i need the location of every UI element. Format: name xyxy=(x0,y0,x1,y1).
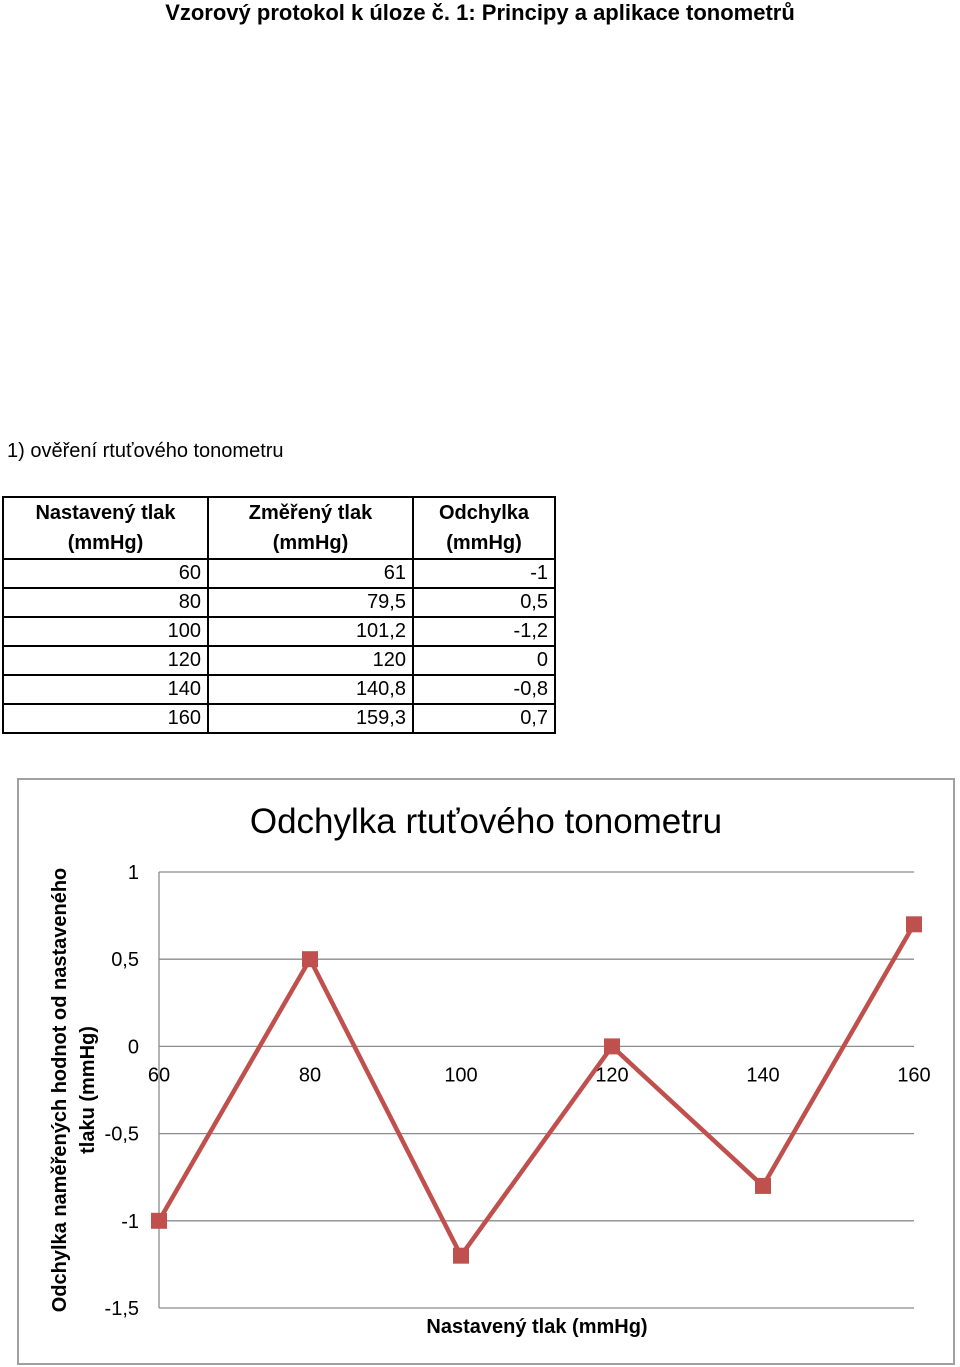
header-deviation: Odchylka (mmHg) xyxy=(413,497,555,559)
series-line xyxy=(159,924,914,1255)
data-point-marker xyxy=(302,951,318,967)
x-axis-label: Nastavený tlak (mmHg) xyxy=(426,1316,648,1338)
table-cell: 160 xyxy=(3,704,208,733)
data-point-marker xyxy=(151,1213,167,1229)
y-tick-label: -1,5 xyxy=(104,1298,139,1320)
data-point-marker xyxy=(906,916,922,932)
data-point-marker xyxy=(453,1248,469,1264)
y-tick-label: -0,5 xyxy=(104,1123,139,1146)
chart-title: Odchylka rtuťového tonometru xyxy=(249,802,723,841)
x-tick-label: 80 xyxy=(298,1064,322,1087)
table-cell: 0,7 xyxy=(413,704,555,733)
data-point-marker xyxy=(755,1178,771,1194)
document-title: Vzorový protokol k úloze č. 1: Principy a aplikace tonometrů xyxy=(165,0,795,25)
data-point-marker xyxy=(604,1038,620,1054)
x-tick-label: 160 xyxy=(897,1064,931,1087)
table-cell: 79,5 xyxy=(208,588,413,617)
table-cell: 100 xyxy=(3,617,208,646)
x-tick-label: 120 xyxy=(595,1064,629,1087)
table-cell: 120 xyxy=(208,646,413,675)
table-cell: 101,2 xyxy=(208,617,413,646)
y-tick-label: -1 xyxy=(121,1210,139,1233)
table-cell: 61 xyxy=(208,559,413,588)
section-heading: 1) ověření rtuťového tonometru xyxy=(7,440,284,462)
table-cell: -1,2 xyxy=(413,617,555,646)
table-cell: 80 xyxy=(3,588,208,617)
table-cell: 140,8 xyxy=(208,675,413,704)
table-cell: 159,3 xyxy=(208,704,413,733)
table-cell: 0,5 xyxy=(413,588,555,617)
table-cell: 140 xyxy=(3,675,208,704)
y-axis-label-continued: tlaku (mmHg) xyxy=(77,1026,99,1154)
table-cell: -1 xyxy=(413,559,555,588)
table-cell: 120 xyxy=(3,646,208,675)
x-tick-label: 60 xyxy=(147,1064,171,1087)
x-tick-label: 100 xyxy=(444,1064,478,1087)
table-cell: 0 xyxy=(413,646,555,675)
y-axis-label: Odchylka naměřených hodnot od nastaveného xyxy=(49,867,71,1313)
table-cell: -0,8 xyxy=(413,675,555,704)
y-tick-label: 0 xyxy=(127,1036,139,1059)
y-tick-label: 1 xyxy=(127,862,139,884)
header-set-pressure: Nastavený tlak (mmHg) xyxy=(3,497,208,559)
header-measured-pressure: Změřený tlak (mmHg) xyxy=(208,497,413,559)
x-tick-label: 140 xyxy=(746,1064,780,1087)
table-cell: 60 xyxy=(3,559,208,588)
y-tick-label: 0,5 xyxy=(111,949,139,972)
